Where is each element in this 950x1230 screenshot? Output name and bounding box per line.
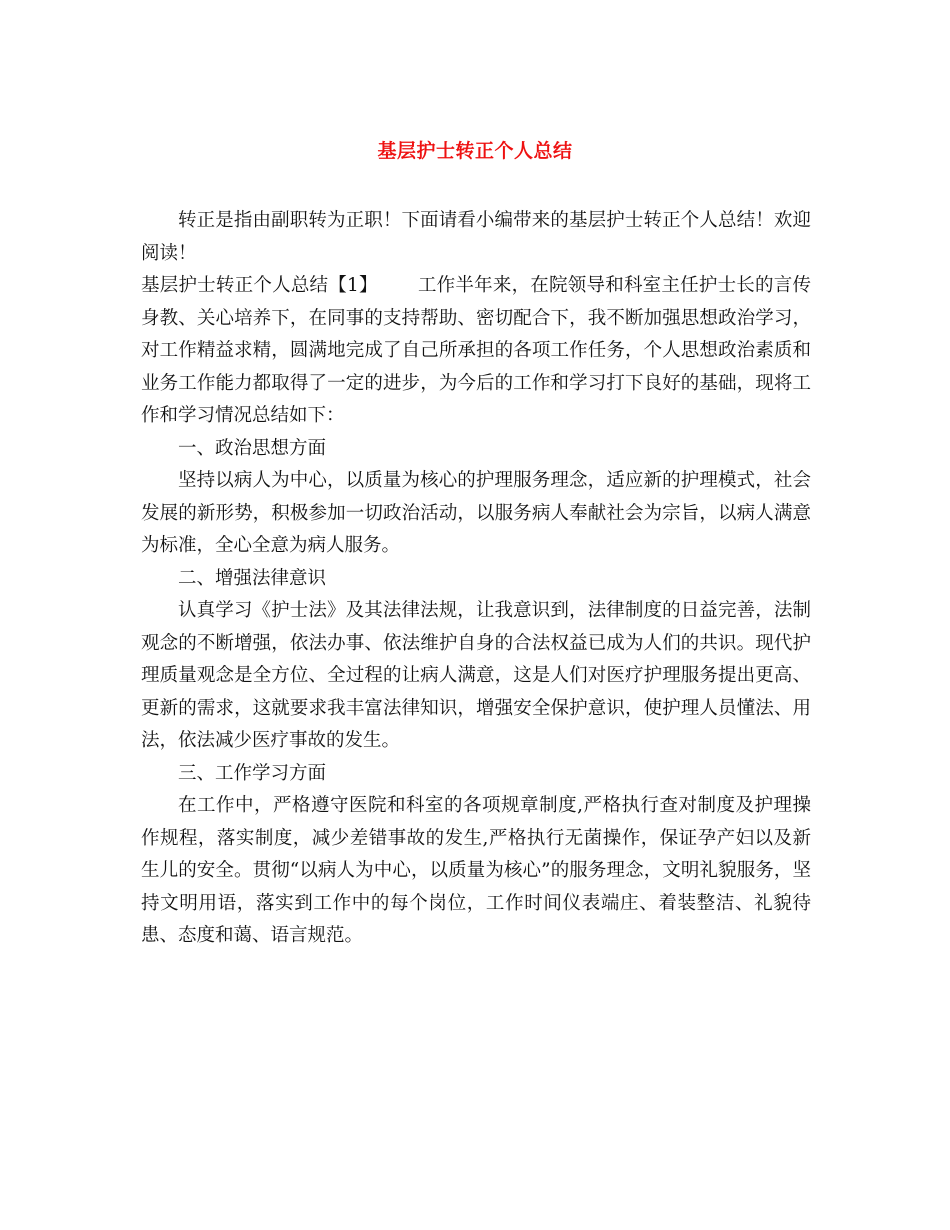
intro-paragraph: 转正是指由副职转为正职！下面请看小编带来的基层护士转正个人总结！欢迎阅读！ [141,210,811,264]
paragraph-legal: 认真学习《护士法》及其法律法规，让我意识到，法律制度的日益完善，法制观念的不断增强，依法办事、依法维护自身的合法权益已成为人们的共识。现代护理质量观念是全方位、全过程的让病人满意，这是人们对医疗护理服务提出更高、更新的需求，这就要求我丰富法律知识，增强安全保护意识，使护理人员懂法、用法，依法减少医疗事故的发生。 [141,600,811,751]
document-title: 基层护士转正个人总结 [377,140,573,162]
heading-work-study: 三、工作学习方面 [178,762,327,784]
paragraph-work-study: 在工作中，严格遵守医院和科室的各项规章制度,严格执行查对制度及护理操作规程，落实制度，减少差错事故的发生,严格执行无菌操作，保证孕产妇以及新生儿的安全。贯彻“以病人为中心，以质量为核心”的服务理念，文明礼貌服务，坚持文明用语，落实到工作中的每个岗位，工作时间仪表端庄、着装整洁、礼貌待患、态度和蔼、语言规范。 [141,795,811,946]
section-paragraph [141,270,811,433]
heading-political: 一、政治思想方面 [178,437,327,459]
heading-legal: 二、增强法律意识 [178,567,327,589]
paragraph-political: 坚持以病人为中心，以质量为核心的护理服务理念，适应新的护理模式，社会发展的新形势，积极参加一切政治活动，以服务病人奉献社会为宗旨，以病人满意为标准，全心全意为病人服务。 [141,470,811,556]
section-label: 基层护士转正个人总结【1】 [141,275,378,296]
section-intro: 工作半年来，在院领导和科室主任护士长的言传身教、关心培养下，在同事的支持帮助、密切配合下，我不断加强思想政治学习，对工作精益求精，圆满地完成了自己所承担的各项工作任务，个人思想政治素质和业务工作能力都取得了一定的进步，为今后的工作和学习打下良好的基础，现将工作和学习情况总结如下： [141,275,811,426]
document-body [141,205,811,953]
